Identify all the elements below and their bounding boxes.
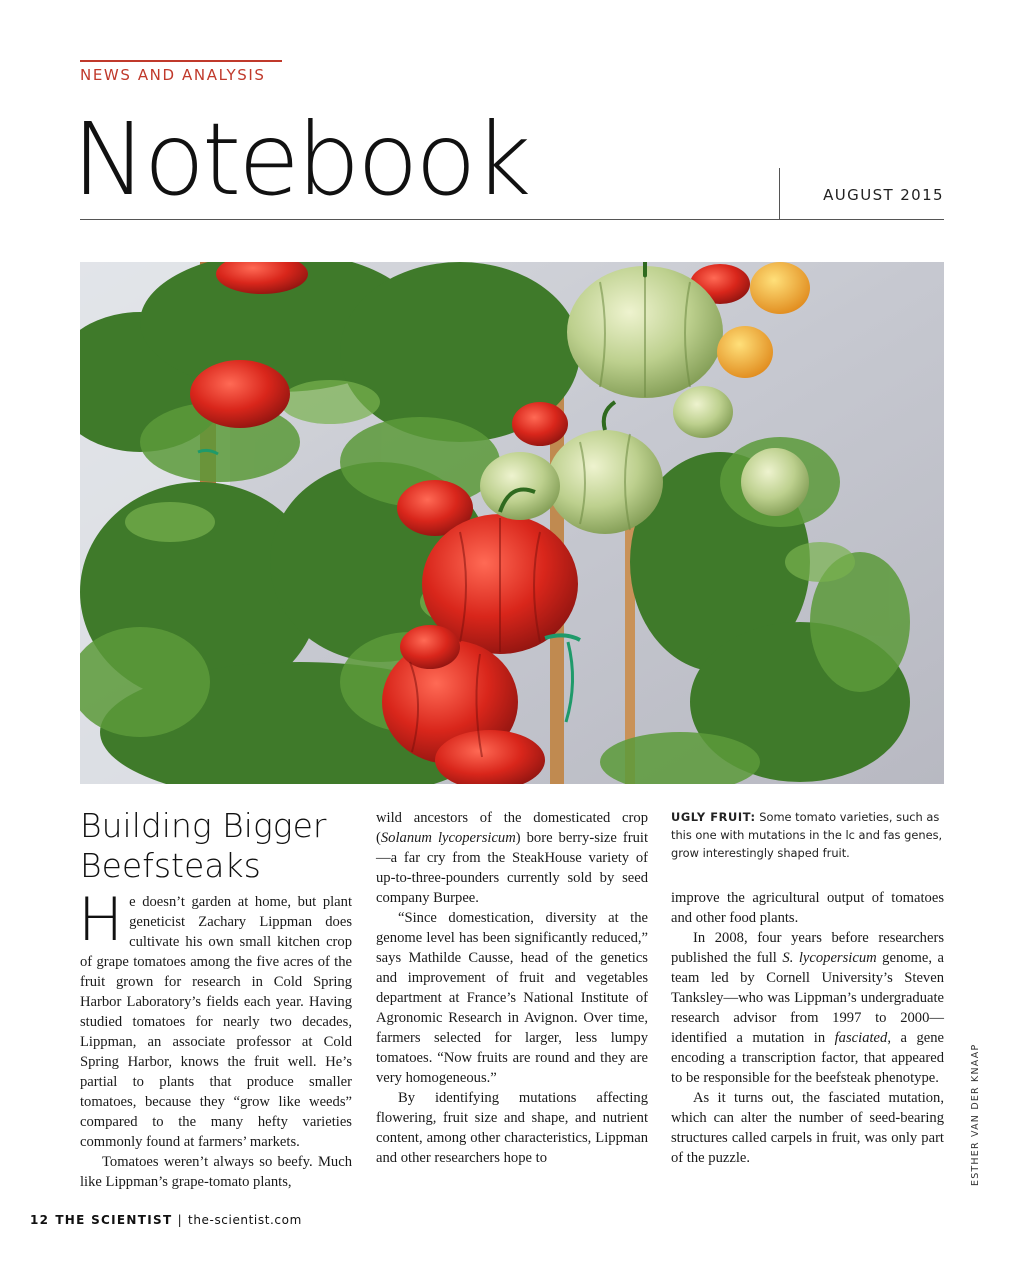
article-paragraph [78, 885, 352, 1152]
article-paragraph: Tomatoes weren’t always so beefy. Much like Lippman’s grape-tomato plants, [80, 1154, 352, 1190]
tomato-photo [80, 262, 944, 784]
article-paragraph [671, 928, 944, 1088]
article-headline: Building Bigger Beefsteaks [80, 806, 327, 885]
paragraph-text: , a gene encoding a transcription factor, that appeared to be responsible for the beefsteak phenotype. [671, 1030, 944, 1086]
article-paragraph: As it turns out, the fasciated mutation, which can alter the number of seed-bearing structures called carpels in fruit, was only part of the puzzle. [671, 1090, 944, 1166]
footer-separator: | [172, 1213, 189, 1227]
article-column-1 [78, 885, 352, 1192]
article-paragraph [376, 808, 648, 908]
gene-name: fasciated [834, 1030, 888, 1046]
article-paragraph: By identifying mutations affecting flowering, fruit size and shape, and nutrient content, among other characteristics, Lippman and other researchers hope to [376, 1090, 648, 1166]
issue-divider [779, 168, 780, 220]
article-column-2 [376, 808, 648, 1168]
publication-name: THE SCIENTIST [55, 1213, 173, 1227]
page-footer [30, 1213, 302, 1227]
paragraph-text: wild ancestors of the domesticated crop ( [376, 810, 648, 846]
issue-date: AUGUST 2015 [823, 186, 944, 204]
masthead-rule [80, 219, 944, 220]
paragraph-text: e doesn’t garden at home, but plant geneticist Zachary Lippman does cultivate his own small kitchen crop of grape tomatoes among the five acres of the fruit grown for research in Cold Spring Harbor Laboratory’s fields each year. Having studied tomatoes for nearly two decades, Lippman, an associate professor at Cold Spring Harbor, knows the fruit well. He’s partial to plants that produce smaller tomatoes, because they “grow like weeds” compared to the many hefty varieties commonly found at farmers’ markets. [80, 894, 352, 1150]
photo-credit: ESTHER VAN DER KNAAP [970, 1043, 981, 1186]
paragraph-text: genome, a team led by Cornell University’s Steven Tanksley—who was Lippman’s undergraduate research advisor from 1997 to 2000—identified a mutation in [671, 950, 944, 1046]
section-rule [80, 60, 282, 62]
masthead-title: Notebook [72, 101, 529, 218]
section-label: NEWS AND ANALYSIS [80, 66, 266, 84]
caption-text: Some tomato varieties, such as this one with mutations in the lc and fas genes, grow interestingly shaped fruit. [671, 810, 943, 860]
species-name: S. lycopersicum [782, 950, 877, 966]
species-name: Solanum lycopersicum [380, 830, 516, 846]
paragraph-text: ) bore berry-size fruit—a far cry from the SteakHouse variety of up-to-three-pounders currently sold by seed company Burpee. [376, 830, 648, 906]
article-paragraph: improve the agricultural output of tomatoes and other food plants. [671, 890, 944, 926]
article-column-3 [671, 888, 944, 1168]
publication-url: the-scientist.com [188, 1213, 302, 1227]
page-number: 12 [30, 1213, 50, 1227]
drop-cap: H [78, 885, 124, 955]
caption-label: UGLY FRUIT: [671, 810, 756, 824]
paragraph-text: In 2008, four years before researchers published the full [671, 930, 944, 966]
photo-caption [671, 808, 944, 862]
article-paragraph: “Since domestication, diversity at the genome level has been significantly reduced,” says Mathilde Causse, head of the genetics and improvement of fruit and vegetables department at France’s National Institute of Agronomic Research in Avignon. Over time, farmers selected for larger, less lumpy tomatoes. “Now fruits are round and they are very homogeneous.” [376, 910, 648, 1086]
